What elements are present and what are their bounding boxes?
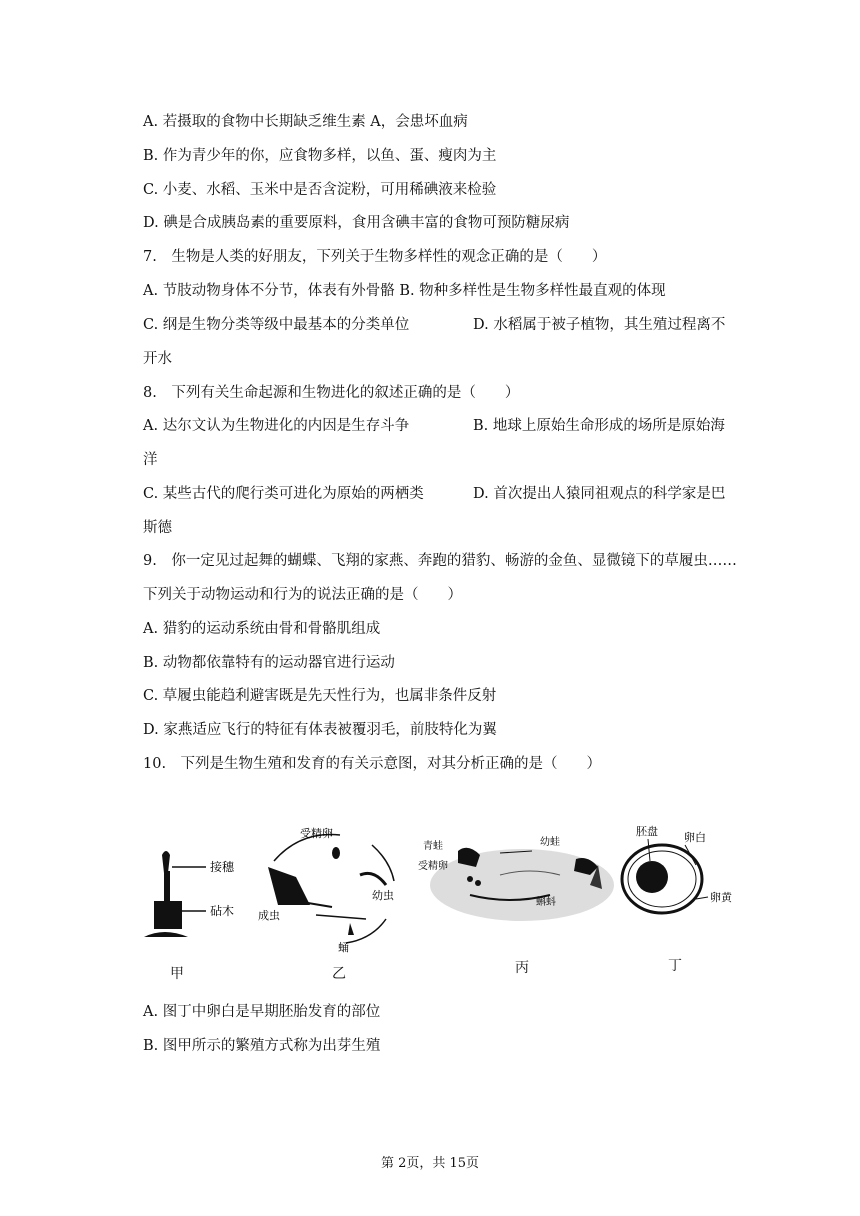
bing-tadpole-label: 蝌蚪 xyxy=(536,897,556,908)
butterfly-cycle-diagram xyxy=(258,826,394,954)
q9-stem-1: 9. 你一定见过起舞的蝴蝶、飞翔的家燕、奔跑的猎豹、畅游的金鱼、显微镜下的草履虫…… xyxy=(143,553,737,569)
q8-option-c: C. 某些古代的爬行类可进化为原始的两栖类 xyxy=(143,486,424,502)
q9-option-b: B. 动物都依靠特有的运动器官进行运动 xyxy=(143,655,395,671)
q10-option-b: B. 图甲所示的繁殖方式称为出芽生殖 xyxy=(143,1038,381,1054)
q7-stem: 7. 生物是人类的好朋友，下列关于生物多样性的观念正确的是（ ） xyxy=(143,249,607,265)
q10-option-a: A. 图丁中卵白是早期胚胎发育的部位 xyxy=(143,1004,381,1020)
bing-egg-label: 受精卵 xyxy=(418,861,448,872)
q6-option-b: B. 作为青少年的你，应食物多样，以鱼、蛋、瘦肉为主 xyxy=(143,148,497,164)
yi-adult-label: 成虫 xyxy=(258,909,280,922)
reproduction-figure xyxy=(140,815,750,985)
ding-white-label: 卵白 xyxy=(684,831,706,844)
yi-larva-label: 幼虫 xyxy=(372,889,394,902)
figure-label-bing: 丙 xyxy=(515,960,529,976)
jia-stock-label: 砧木 xyxy=(210,904,235,918)
q6-option-d: D. 碘是合成胰岛素的重要原料，食用含碘丰富的食物可预防糖尿病 xyxy=(143,215,570,231)
bing-young-label: 幼蛙 xyxy=(540,837,560,848)
grafting-diagram xyxy=(144,851,235,937)
q9-option-c: C. 草履虫能趋利避害既是先天性行为，也属非条件反射 xyxy=(143,688,497,704)
figure-label-jia: 甲 xyxy=(170,966,184,982)
q8-option-d: D. 首次提出人猿同祖观点的科学家是巴 xyxy=(473,486,726,502)
q8-option-d-cont: 斯德 xyxy=(143,520,172,536)
q8-stem: 8. 下列有关生命起源和生物进化的叙述正确的是（ ） xyxy=(143,385,520,401)
yi-pupa-label: 蛹 xyxy=(338,941,349,954)
q6-option-a: A. 若摄取的食物中长期缺乏维生素 A，会患坏血病 xyxy=(143,114,468,130)
q8-option-a: A. 达尔文认为生物进化的内因是生存斗争 xyxy=(143,418,410,434)
ding-disc-label: 胚盘 xyxy=(636,825,658,838)
ding-yolk-label: 卵黄 xyxy=(710,891,732,904)
bird-egg-diagram xyxy=(622,824,733,913)
reproduction-diagram xyxy=(140,815,750,985)
figure-label-ding: 丁 xyxy=(668,958,682,974)
q9-stem-2: 下列关于动物运动和行为的说法正确的是（ ） xyxy=(143,587,462,603)
q8-option-b-cont: 洋 xyxy=(143,452,158,468)
page-footer: 第 2页，共 15页 xyxy=(380,1156,480,1171)
bing-adult-label: 青蛙 xyxy=(423,841,443,852)
frog-cycle-diagram xyxy=(418,835,614,921)
q7-option-d-cont: 开水 xyxy=(143,351,172,367)
jia-scion-label: 接穗 xyxy=(210,860,235,874)
q9-option-d: D. 家燕适应飞行的特征有体表被覆羽毛，前肢特化为翼 xyxy=(143,722,497,738)
yi-egg-label: 受精卵 xyxy=(300,827,333,840)
q7-option-ab xyxy=(143,281,666,301)
figure-label-yi: 乙 xyxy=(332,966,346,982)
q9-option-a: A. 猎豹的运动系统由骨和骨骼肌组成 xyxy=(143,621,381,637)
q7-option-c: C. 纲是生物分类等级中最基本的分类单位 xyxy=(143,317,410,333)
q7-option-b: B. 物种多样性是生物多样性最直观的体现 xyxy=(399,283,666,299)
q6-option-c: C. 小麦、水稻、玉米中是否含淀粉，可用稀碘液来检验 xyxy=(143,182,497,198)
q7-option-d: D. 水稻属于被子植物，其生殖过程离不 xyxy=(473,317,726,333)
q8-option-b: B. 地球上原始生命形成的场所是原始海 xyxy=(473,418,725,434)
q10-stem: 10. 下列是生物生殖和发育的有关示意图，对其分析正确的是（ ） xyxy=(143,756,602,772)
q7-option-a: A. 节肢动物身体不分节，体表有外骨骼 xyxy=(143,283,395,299)
